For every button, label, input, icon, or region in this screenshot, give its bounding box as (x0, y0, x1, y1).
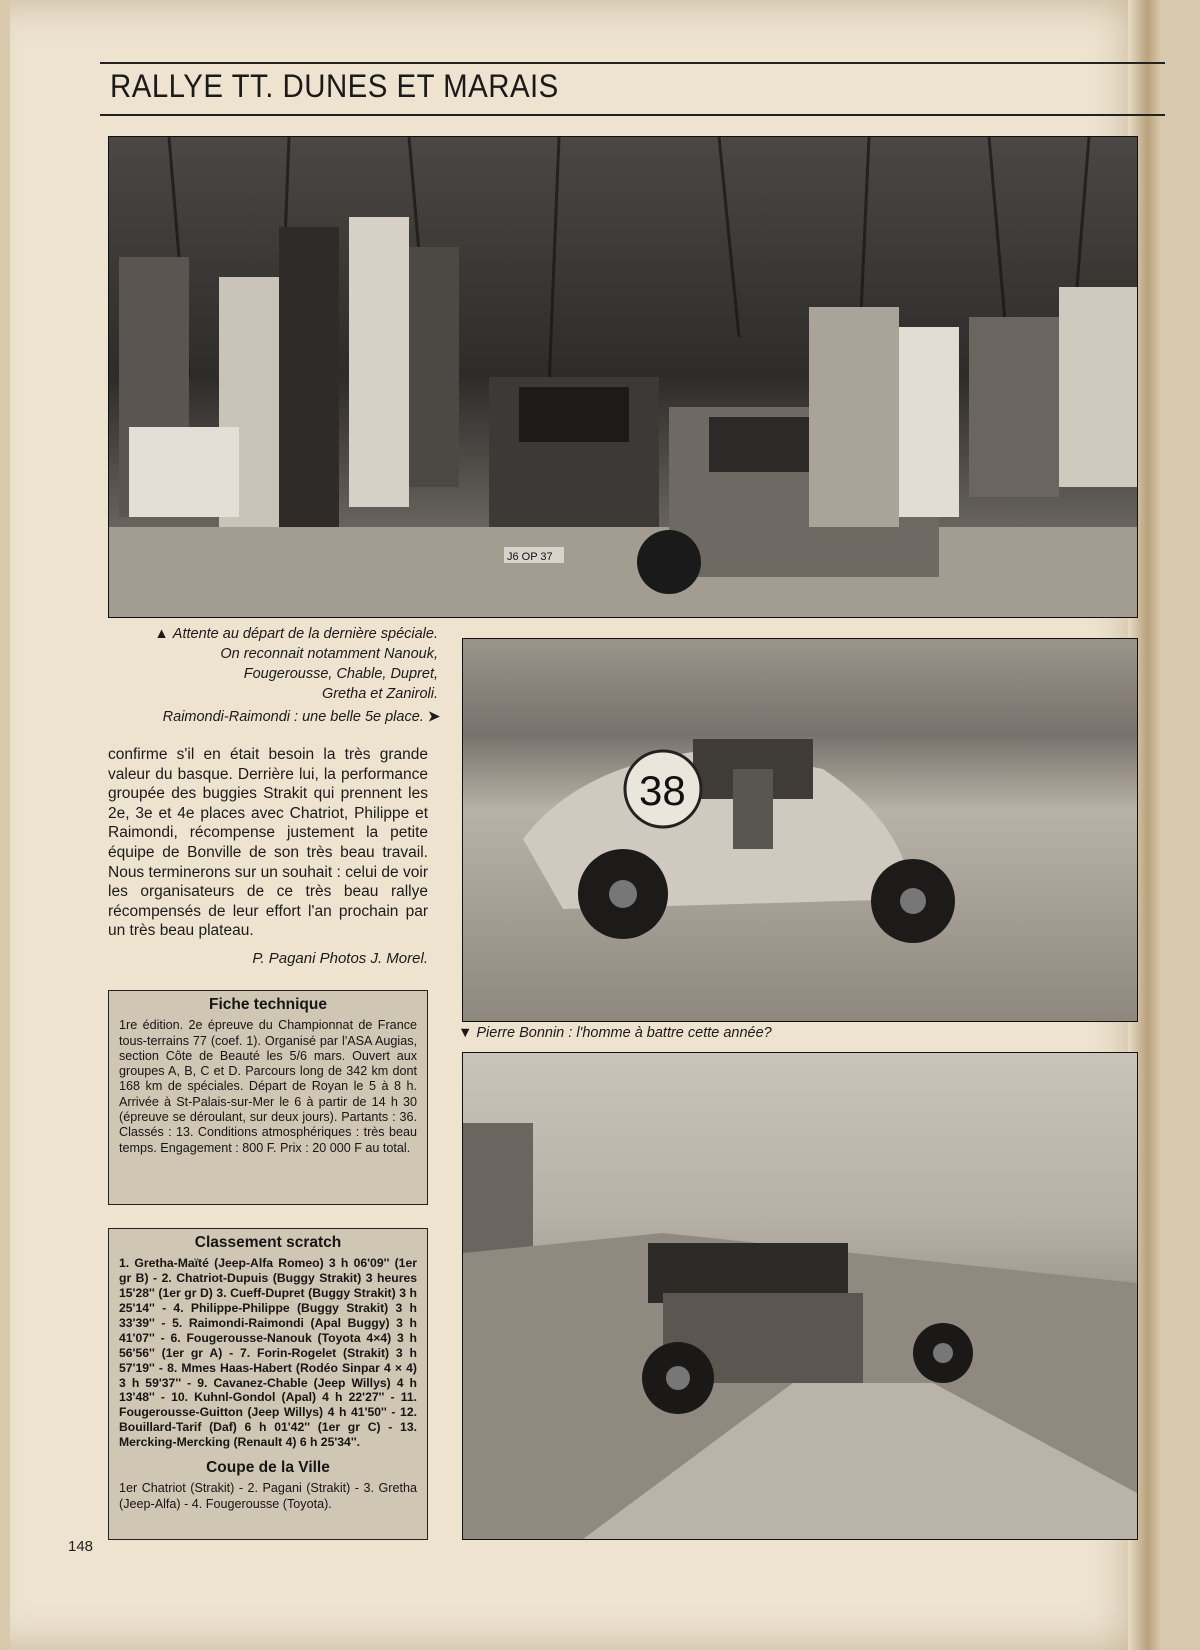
fiche-technique-box (108, 990, 428, 1205)
photo-buggy-38 (462, 638, 1138, 1022)
classement-box (108, 1228, 428, 1540)
caption-top-photo: ▲ Attente au départ de la dernière spéciale. On reconnait notamment Nanouk, Fougerousse, Chable, Dupret, Gretha et Zaniroli. (154, 626, 438, 702)
coupe-text: 1er Chatriot (Strakit) - 2. Pagani (Strakit) - 3. Gretha (Jeep-Alfa) - 4. Fougerousse (Toyota). (119, 1481, 417, 1511)
fiche-title: Fiche technique (209, 996, 327, 1013)
coupe-title: Coupe de la Ville (206, 1459, 330, 1477)
article-credit: P. Pagani Photos J. Morel. (252, 950, 428, 967)
caption-middle-photo: Raimondi-Raimondi : une belle 5e place. ➤ (162, 709, 440, 725)
photo-paddock (108, 136, 1138, 618)
photo-buggy-rear (462, 1052, 1138, 1540)
page-number: 148 (68, 1538, 94, 1555)
fiche-text: 1re édition. 2e épreuve du Championnat de France tous-terrains 77 (coef. 1). Organisé par l'ASA Augias, section Côte de Beauté les 5/6 mars. Ouvert aux groupes A, B, C et D. Parcours long de 342 km dont 168 km de spéciales. Départ de Royan le 5 à 8 h. Arrivée à St-Palais-sur-Mer le 6 à partir de 14 h 30 (épreuve se déroulant, sur deux jours). Partants : 36. Classés : 13. Conditions atmosphériques : très beau temps. Engagement : 800 F. Prix : 20 000 F au total. (119, 1018, 417, 1155)
page-title: RALLYE TT. DUNES ET MARAIS (110, 68, 559, 104)
arrow-down-icon: ▼ (458, 1025, 477, 1041)
article-body: confirme s'il en était besoin la très grande valeur du basque. Derrière lui, la performance groupée des buggies Strakit qui prennent les 2e, 3e et 4e places avec Chatriot, Philippe et Raimondi, récompense justement la petite équipe de Bonville de son très beau travail. Nous terminerons sur un souhait : celui de voir les organisateurs de ce très beau rallye récompensés de leur effort l'an prochain par un très beau plateau. (108, 746, 428, 940)
caption-bottom-photo: ▼ Pierre Bonnin : l'homme à battre cette année? (458, 1025, 772, 1041)
car-number: 38 (639, 767, 686, 814)
classement-text: 1. Gretha-Maïté (Jeep-Alfa Romeo) 3 h 06'09'' (1er gr B) - 2. Chatriot-Dupuis (Buggy Strakit) 3 heures 15'28'' (1er gr D) 3. Cueff-Dupret (Buggy Strakit) 3 h 25'14'' - 4. Philippe-Philippe (Buggy Strakit) 3 h 33'39'' - 5. Raimondi-Raimondi (Apal Buggy) 3 h 41'07'' - 6. Fougerousse-Nanouk (Toyota 4×4) 3 h 56'56'' (1er gr A) - 7. Forin-Rogelet (Strakit) 3 h 57'19'' - 8. Mmes Haas-Habert (Rodéo Sinpar 4 × 4) 3 h 59'37'' - 9. Cavanez-Chable (Jeep Willys) 4 h 13'48'' - 10. Kuhnl-Gondol (Apal) 4 h 22'27'' - 11. Fougerousse-Guitton (Jeep Willys) 4 h 41'50'' - 12. Bouillard-Tarif (Daf) 6 h 01'42'' (1er gr C) - 13. Mercking-Mercking (Renault 4) 6 h 25'34''. (119, 1256, 417, 1450)
arrow-up-icon: ▲ (154, 626, 173, 642)
plate-text: J6 OP 37 (507, 551, 553, 563)
arrow-right-icon: ➤ (423, 709, 440, 725)
classement-title: Classement scratch (194, 1234, 342, 1251)
